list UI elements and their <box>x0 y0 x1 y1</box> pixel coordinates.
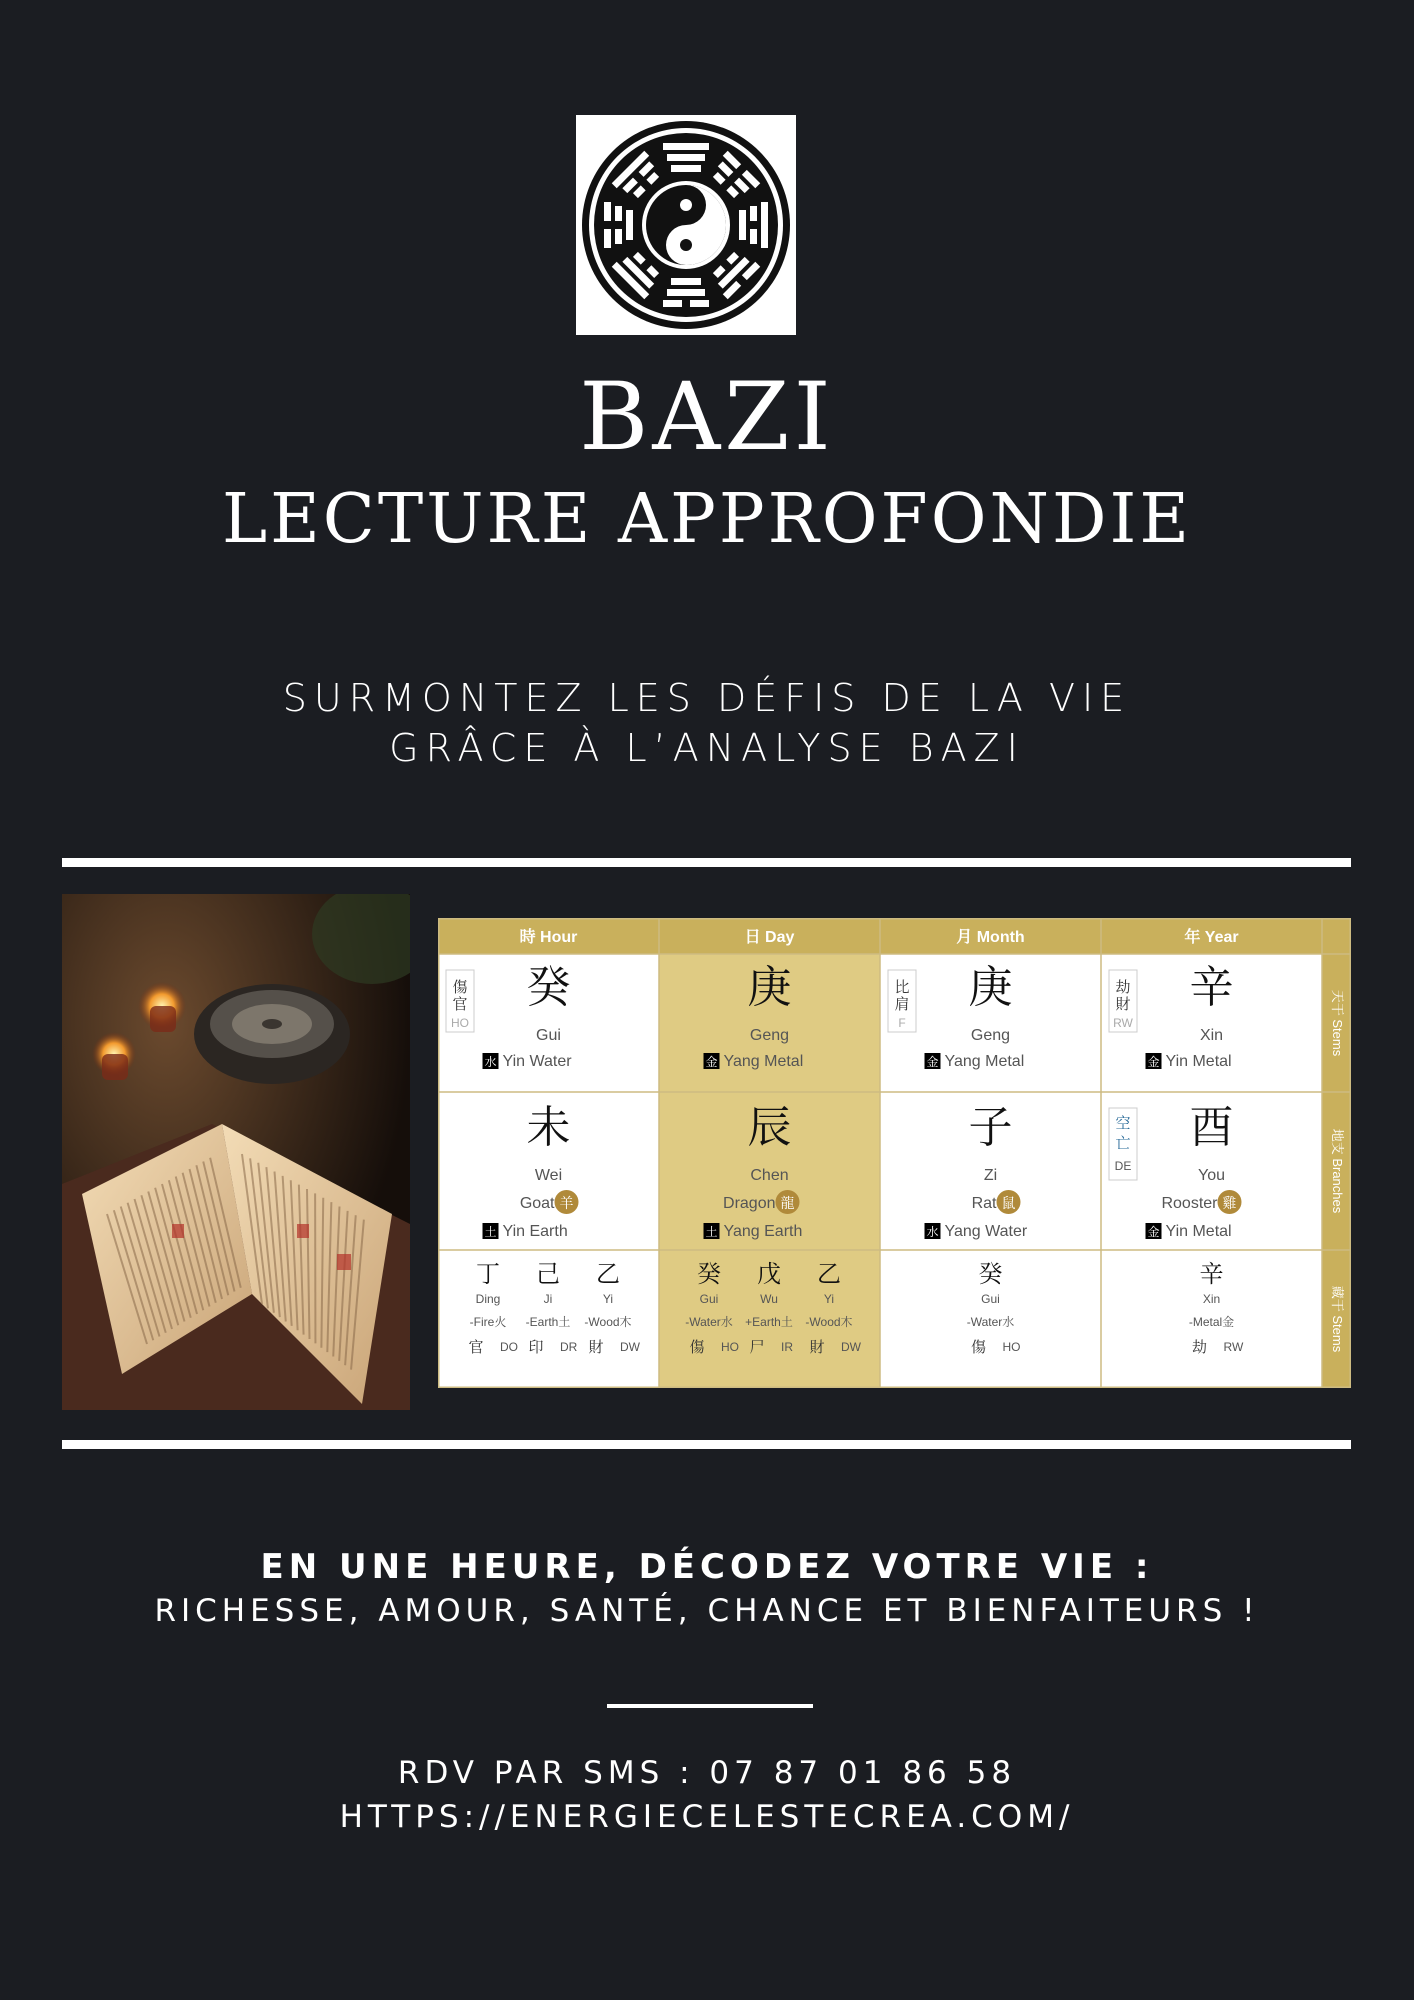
void-label: DE <box>1114 1159 1132 1173</box>
bazi-chart <box>438 918 1351 1388</box>
top-divider <box>62 858 1351 867</box>
column-header: 年 Year <box>1184 929 1239 946</box>
hidden-ten-god-char: 尸 <box>749 1338 765 1356</box>
hidden-ten-god-char: 劫 <box>1191 1338 1208 1356</box>
hidden-stem-pinyin: Gui <box>981 1292 1000 1306</box>
hidden-ten-god-label: DO <box>500 1340 518 1354</box>
hidden-stem-element: -Water水 <box>966 1315 1015 1329</box>
page-subtitle: LECTURE APPROFONDIE <box>222 480 1192 559</box>
hidden-stem-character: 戊 <box>757 1260 781 1288</box>
ten-god-char: 傷 <box>452 978 468 996</box>
animal-char: 鼠 <box>1001 1195 1016 1211</box>
yin-yang-bagua-icon <box>576 115 796 335</box>
hidden-ten-god-label: HO <box>721 1340 739 1354</box>
ten-god-char: 財 <box>1115 995 1131 1013</box>
animal-char: 羊 <box>559 1195 574 1211</box>
branch-animal: Goat <box>519 1195 555 1212</box>
hidden-stem-pinyin: Gui <box>699 1292 719 1306</box>
branch-pinyin: You <box>1198 1167 1225 1184</box>
hidden-stem-character: 丁 <box>476 1260 500 1288</box>
branch-element: Yin Earth <box>502 1223 568 1240</box>
hidden-ten-god-char: 財 <box>588 1338 604 1356</box>
hidden-ten-god-label: DR <box>560 1340 578 1354</box>
contact-url[interactable]: HTTPS://ENERGIECELESTECREA.COM/ <box>339 1799 1075 1835</box>
hidden-stem-character: 癸 <box>697 1260 721 1288</box>
stem-element: Yin Metal <box>1165 1053 1232 1070</box>
book-and-candles-image <box>62 894 410 1410</box>
bottom-divider <box>62 1440 1351 1449</box>
animal-char: 雞 <box>1222 1195 1237 1211</box>
ten-god-char: 比 <box>894 978 910 996</box>
ten-god-char: 劫 <box>1115 978 1131 996</box>
hidden-stem-pinyin: Ding <box>475 1292 501 1306</box>
branch-animal: Rat <box>971 1195 997 1212</box>
branch-animal: Dragon <box>723 1195 776 1212</box>
bagua-logo-graphic <box>576 115 796 335</box>
stem-pinyin: Geng <box>970 1027 1011 1044</box>
page-title: BAZI <box>579 363 835 472</box>
ten-god-label: RW <box>1113 1016 1133 1030</box>
branch-element: Yang Water <box>944 1223 1028 1240</box>
side-label: 天干 Stems <box>1330 989 1346 1057</box>
hidden-stem-pinyin: Yi <box>602 1292 614 1306</box>
element-icon-char: 土 <box>705 1225 718 1239</box>
branch-element: Yin Metal <box>1165 1223 1232 1240</box>
branch-pinyin: Zi <box>983 1167 998 1184</box>
hidden-ten-god-label: HO <box>1002 1340 1021 1354</box>
branch-character: 子 <box>968 1102 1013 1153</box>
void-char: 亡 <box>1115 1134 1131 1152</box>
stem-pinyin: Geng <box>749 1027 790 1044</box>
stem-character: 庚 <box>747 962 792 1013</box>
branch-animal: Rooster <box>1161 1195 1218 1212</box>
hidden-stem-element: -Water水 <box>685 1315 733 1329</box>
element-icon-char: 水 <box>926 1225 939 1239</box>
ten-god-label: F <box>898 1016 906 1030</box>
hidden-ten-god-char: 傷 <box>970 1338 987 1356</box>
hidden-stem-element: -Wood木 <box>584 1315 632 1329</box>
element-icon-char: 水 <box>484 1055 497 1069</box>
element-icon-char: 金 <box>705 1055 718 1069</box>
ten-god-char: 官 <box>452 995 468 1013</box>
hidden-ten-god-char: 傷 <box>689 1338 705 1356</box>
cta-subline: RICHESSE, AMOUR, SANTÉ, CHANCE ET BIENFAITEURS ! <box>154 1593 1260 1629</box>
hidden-stem-element: -Earth土 <box>525 1315 571 1329</box>
contact-sms: RDV PAR SMS : 07 87 01 86 58 <box>397 1755 1017 1791</box>
stem-character: 庚 <box>968 962 1013 1013</box>
hidden-ten-god-char: 官 <box>468 1338 484 1356</box>
hidden-ten-god-label: IR <box>781 1340 793 1354</box>
stem-pinyin: Xin <box>1199 1027 1224 1044</box>
hidden-stem-element: -Fire火 <box>469 1315 507 1329</box>
hidden-ten-god-char: 印 <box>528 1338 544 1356</box>
side-label: 藏干 Stems <box>1330 1285 1346 1353</box>
ten-god-label: HO <box>451 1016 469 1030</box>
hidden-stem-pinyin: Xin <box>1202 1292 1221 1306</box>
hidden-ten-god-label: DW <box>620 1340 640 1354</box>
hidden-stem-character: 辛 <box>1199 1260 1224 1288</box>
hidden-stem-character: 己 <box>536 1260 560 1288</box>
element-icon-char: 金 <box>1147 1055 1160 1069</box>
stem-element: Yang Metal <box>723 1053 804 1070</box>
hidden-ten-god-label: RW <box>1223 1340 1244 1354</box>
tagline-line-2: GRÂCE À L’ANALYSE BAZI <box>389 726 1025 770</box>
column-header: 日 Day <box>744 929 795 946</box>
hidden-stem-character: 乙 <box>817 1260 841 1288</box>
hidden-stem-character: 乙 <box>596 1260 620 1288</box>
animal-char: 龍 <box>780 1195 795 1211</box>
branch-character: 辰 <box>747 1102 792 1153</box>
hidden-stem-pinyin: Ji <box>543 1292 553 1306</box>
hidden-ten-god-label: DW <box>841 1340 861 1354</box>
ten-god-char: 肩 <box>894 995 910 1013</box>
hidden-stem-pinyin: Wu <box>760 1292 778 1306</box>
column-header: 月 Month <box>956 929 1025 946</box>
hidden-ten-god-char: 財 <box>809 1338 825 1356</box>
element-icon-char: 金 <box>1147 1225 1160 1239</box>
branch-pinyin: Wei <box>534 1167 563 1184</box>
small-divider <box>607 1704 813 1708</box>
hidden-stem-element: +Earth土 <box>745 1315 793 1329</box>
stem-character: 癸 <box>526 962 571 1013</box>
stem-element: Yang Metal <box>944 1053 1025 1070</box>
hidden-stem-element: -Wood木 <box>805 1315 853 1329</box>
stem-character: 辛 <box>1189 962 1234 1013</box>
hidden-stem-character: 癸 <box>978 1260 1003 1288</box>
stem-pinyin: Gui <box>536 1027 561 1044</box>
element-icon-char: 金 <box>926 1055 939 1069</box>
hidden-stem-element: -Metal金 <box>1188 1315 1235 1329</box>
branch-character: 酉 <box>1189 1102 1234 1153</box>
branch-element: Yang Earth <box>723 1223 803 1240</box>
branch-character: 未 <box>526 1102 571 1153</box>
void-char: 空 <box>1115 1114 1131 1132</box>
column-header: 時 Hour <box>519 929 578 946</box>
stem-element: Yin Water <box>502 1053 572 1070</box>
branch-pinyin: Chen <box>750 1167 789 1184</box>
side-label: 地支 Branches <box>1330 1128 1346 1214</box>
cta-headline: EN UNE HEURE, DÉCODEZ VOTRE VIE : <box>260 1547 1154 1587</box>
tagline-line-1: SURMONTEZ LES DÉFIS DE LA VIE <box>282 676 1132 720</box>
hidden-stem-pinyin: Yi <box>823 1292 835 1306</box>
element-icon-char: 土 <box>484 1225 497 1239</box>
